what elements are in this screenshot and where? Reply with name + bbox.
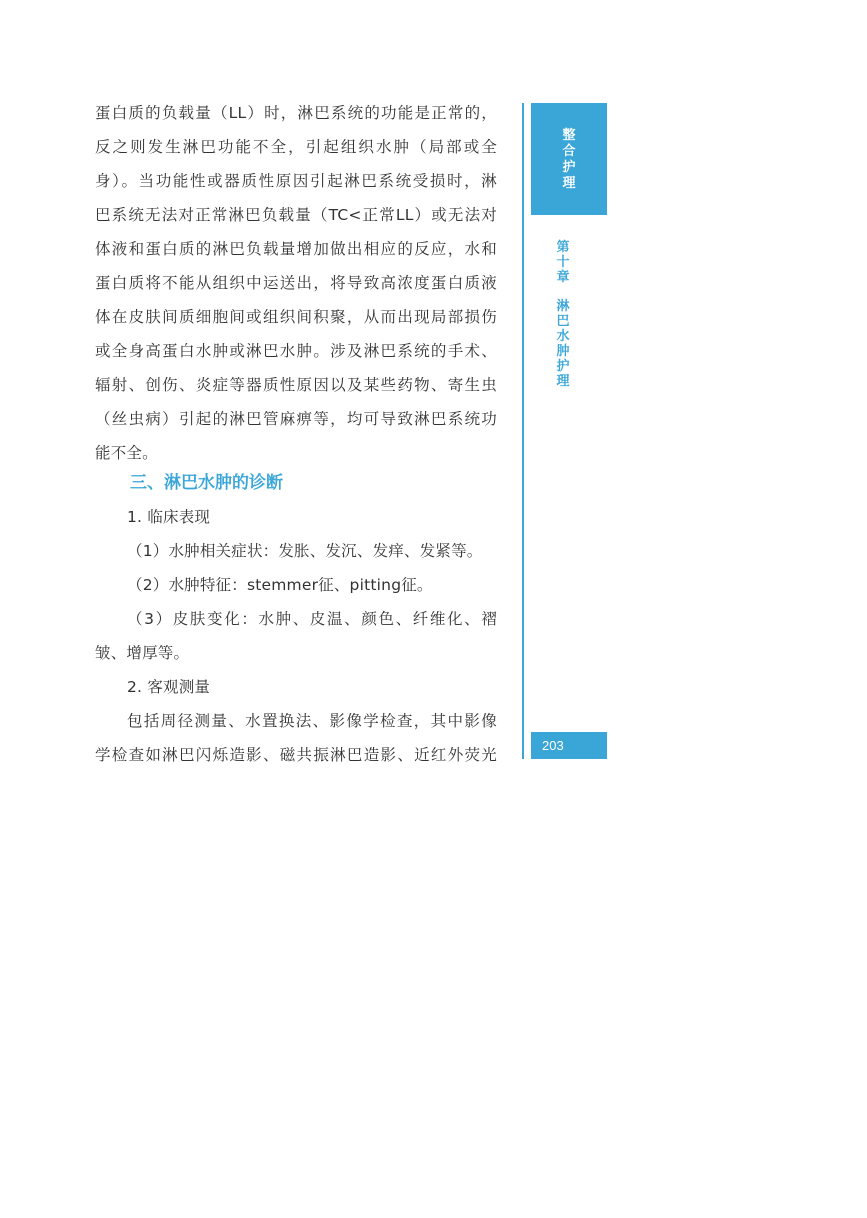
body-line: 蛋白质将不能从组织中运送出，将导致高浓度蛋白质液: [95, 274, 497, 292]
body-line: 体液和蛋白质的淋巴负载量增加做出相应的反应，水和: [95, 240, 497, 258]
chapter-title: [556, 299, 570, 389]
chapter-number: [556, 240, 570, 285]
body-line: 能不全。: [95, 444, 158, 462]
chapter-char: 章: [556, 270, 570, 285]
page-number: 203: [531, 732, 607, 759]
chapter-char: 淋: [556, 299, 570, 314]
chapter-char: 十: [556, 255, 570, 270]
list-item-continuation: 皱、增厚等。: [95, 644, 190, 662]
subheading-clinical: 1. 临床表现: [127, 508, 211, 526]
body-line: 体在皮肤间质细胞间或组织间积聚，从而出现局部损伤: [95, 308, 497, 326]
chapter-char: 护: [556, 359, 570, 374]
body-line: 包括周径测量、水置换法、影像学检查，其中影像: [127, 712, 497, 730]
body-line: 辐射、创伤、炎症等器质性原因以及某些药物、寄生虫: [95, 376, 497, 394]
body-line: 学检查如淋巴闪烁造影、磁共振淋巴造影、近红外荧光: [95, 746, 497, 764]
section-heading: 三、淋巴水肿的诊断: [130, 473, 283, 493]
body-line: 蛋白质的负载量（LL）时，淋巴系统的功能是正常的，: [95, 104, 497, 122]
chapter-char: 巴: [556, 314, 570, 329]
side-tab-label: 整合护理: [562, 128, 576, 191]
body-line: 身）。当功能性或器质性原因引起淋巴系统受损时，淋: [95, 172, 497, 190]
subheading-measurement: 2. 客观测量: [127, 678, 211, 696]
body-line: 巴系统无法对正常淋巴负载量（TC<正常LL）或无法对: [95, 206, 497, 224]
chapter-label: [556, 240, 570, 389]
body-line: （丝虫病）引起的淋巴管麻痹等，均可导致淋巴系统功: [95, 410, 497, 428]
body-paragraph: [95, 96, 497, 470]
side-tab: [531, 103, 607, 215]
list-item: （1）水肿相关症状：发胀、发沉、发痒、发紧等。: [127, 542, 483, 560]
chapter-char: 肿: [556, 344, 570, 359]
list-item: （2）水肿特征：stemmer征、pitting征。: [127, 576, 433, 594]
list-item: （3）皮肤变化：水肿、皮温、颜色、纤维化、褶: [127, 610, 497, 628]
body-line: 或全身高蛋白水肿或淋巴水肿。涉及淋巴系统的手术、: [95, 342, 497, 360]
section-body: [95, 500, 497, 772]
margin-divider: [522, 103, 524, 759]
chapter-char: 第: [556, 240, 570, 255]
body-line: 反之则发生淋巴功能不全，引起组织水肿（局部或全: [95, 138, 497, 156]
chapter-char: 理: [556, 374, 570, 389]
chapter-char: 水: [556, 329, 570, 344]
